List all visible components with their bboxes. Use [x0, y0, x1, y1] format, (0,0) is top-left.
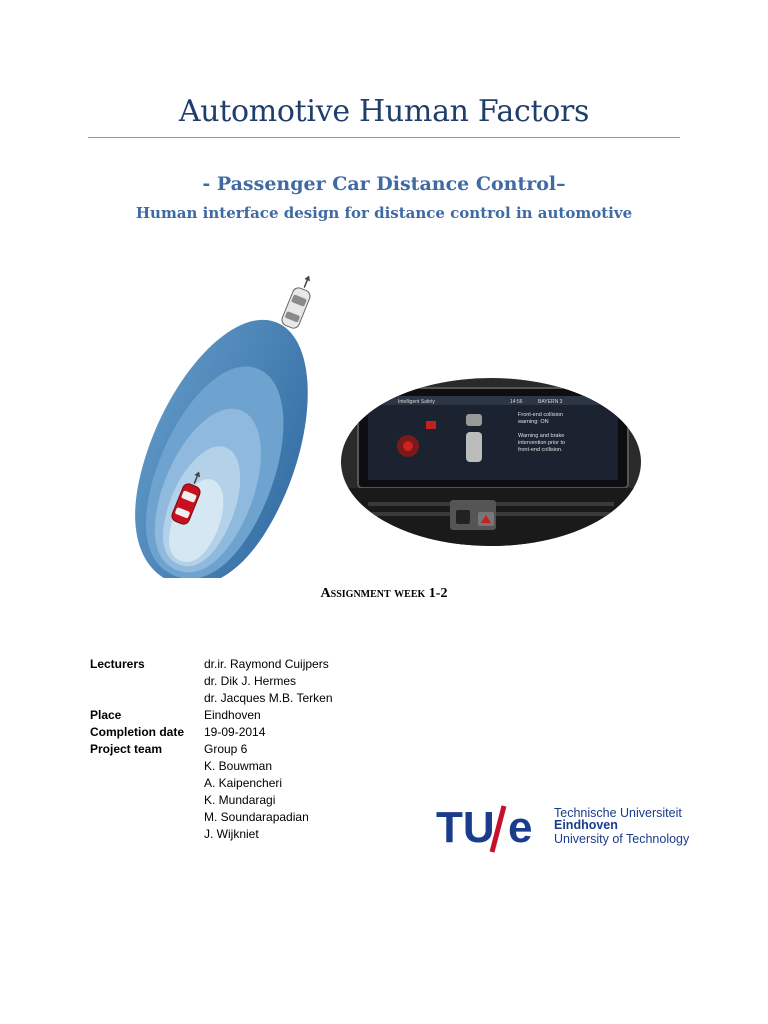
document-subtitle: - Passenger Car Distance Control– — [202, 173, 566, 195]
screen-line: Warning and brake — [518, 433, 565, 439]
team-member: K. Bouwman — [204, 759, 273, 773]
place-value: Eindhoven — [204, 708, 261, 722]
team-member: M. Soundarapadian — [204, 810, 309, 824]
screen-header-time: 14:56 — [510, 399, 523, 405]
completion-date-label: Completion date — [90, 725, 185, 739]
info-table — [90, 656, 333, 843]
team-member: J. Wijkniet — [204, 827, 259, 841]
screen-line: Front-end collision — [518, 412, 563, 418]
lecturers-label: Lecturers — [90, 657, 145, 671]
logo-line-3: University of Technology — [554, 832, 690, 846]
team-member: Group 6 — [204, 742, 248, 756]
document-title: Automotive Human Factors — [178, 94, 590, 129]
document-subtitle-description: Human interface design for distance control in automotive — [135, 204, 633, 222]
screen-line: front-end collision. — [518, 447, 563, 453]
place-label: Place — [90, 708, 122, 722]
screen-line: intervention prior to — [518, 440, 566, 446]
project-team-label: Project team — [90, 742, 163, 756]
screen-header-left: Intelligent Safety — [398, 399, 435, 405]
tue-logo — [436, 798, 706, 856]
lecturer-name: dr. Jacques M.B. Terken — [204, 691, 333, 705]
logo-line-2: Eindhoven — [554, 818, 618, 832]
logo-mark-tu: TU — [436, 803, 495, 852]
team-member: A. Kaipencheri — [204, 776, 283, 790]
screen-line: warning: ON — [518, 419, 549, 425]
logo-line-1: Technische Universiteit — [554, 806, 682, 820]
lecturer-name: dr. Dik J. Hermes — [204, 674, 297, 688]
dashboard-screen-photo — [338, 376, 644, 548]
distance-zone-illustration — [128, 268, 328, 578]
completion-date-value: 19-09-2014 — [204, 725, 266, 739]
title-divider — [88, 137, 680, 138]
assignment-label: Assignment week 1-2 — [320, 586, 448, 601]
lecturer-name: dr.ir. Raymond Cuijpers — [204, 657, 329, 671]
screen-header-station: BAYERN 3 — [538, 399, 563, 405]
logo-mark-e: e — [508, 803, 533, 852]
team-member: K. Mundaragi — [204, 793, 276, 807]
